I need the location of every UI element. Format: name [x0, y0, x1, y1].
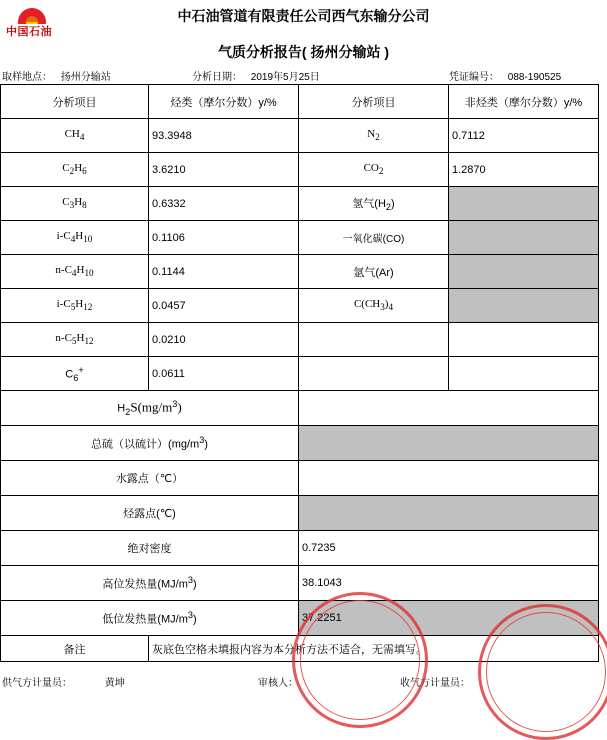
value-neopentane [449, 289, 599, 323]
table-row [1, 391, 599, 426]
table-row [1, 289, 599, 323]
hhv-label: 高位发热量$(MJ/m^3)$ [1, 566, 299, 601]
cert-value: 088-190525 [507, 72, 562, 83]
table-row [1, 187, 599, 221]
value-co2: 1.2870 [449, 153, 599, 187]
component-c6plus: $C_6^+$ [1, 357, 149, 391]
company-name: 中石油管道有限责任公司西气东输分公司 [177, 8, 430, 24]
analyst-name: 黄坤 [104, 678, 125, 689]
table-row [1, 357, 599, 391]
component-neopentane: $C(CH_3)_4$ [299, 289, 449, 323]
empty-cell [449, 357, 599, 391]
value-c3h8: 0.6332 [149, 187, 299, 221]
water-dew-label: 水露点（℃） [1, 461, 299, 496]
component-ic5h12: $i-C_5H_{12}$ [1, 289, 149, 323]
analyst-field [2, 674, 125, 689]
lhv-value: 37.2251 [299, 601, 599, 636]
empty-cell [299, 323, 449, 357]
header-item-1: 分析项目 [1, 85, 149, 119]
value-nc4h10: 0.1144 [149, 255, 299, 289]
water-dew-value [299, 461, 599, 496]
component-h2: 氢气$(H_2)$ [299, 187, 449, 221]
density-value: 0.7235 [299, 531, 599, 566]
value-co [449, 221, 599, 255]
lhv-label: 低位发热量$(MJ/m^3)$ [1, 601, 299, 636]
total-sulfur-label: 总硫（以硫计）$(mg/m^3)$ [1, 426, 299, 461]
cert-label: 凭证编号： [449, 72, 499, 83]
table-row [1, 153, 599, 187]
component-c2h6: $C_2H_6$ [1, 153, 149, 187]
component-c3h8: $C_3H_8$ [1, 187, 149, 221]
value-n2: 0.7112 [449, 119, 599, 153]
table-header-row [1, 85, 599, 119]
table-row [1, 323, 599, 357]
date-field [192, 68, 320, 83]
component-n2: $N_2$ [299, 119, 449, 153]
table-row [1, 119, 599, 153]
component-ar: 氩气(Ar) [299, 255, 449, 289]
value-ic4h10: 0.1106 [149, 221, 299, 255]
receiver-field: 收气方计量员： [400, 678, 470, 689]
header-item-2: 分析项目 [299, 85, 449, 119]
cert-field [449, 68, 561, 83]
value-nc5h12: 0.0210 [149, 323, 299, 357]
table-row [1, 496, 599, 531]
value-ic5h12: 0.0457 [149, 289, 299, 323]
table-row [1, 531, 599, 566]
value-ch4: 93.3948 [149, 119, 299, 153]
component-ic4h10: $i-C_4H_{10}$ [1, 221, 149, 255]
header-hydrocarbon: 烃类（摩尔分数）y/% [149, 85, 299, 119]
table-row [1, 461, 599, 496]
h2s-value [299, 391, 599, 426]
component-nc5h12: $n-C_5H_{12}$ [1, 323, 149, 357]
date-label: 分析日期： [192, 72, 242, 83]
location-label: 取样地点： [2, 72, 52, 83]
reviewer-field: 审核人： [258, 678, 298, 689]
component-ch4: $CH_4$ [1, 119, 149, 153]
value-c2h6: 3.6210 [149, 153, 299, 187]
note-label: 备注 [1, 636, 149, 662]
note-text: 灰底色空格未填报内容为本分析方法不适合，无需填写。 [149, 636, 599, 662]
hc-dew-value [299, 496, 599, 531]
location-value: 扬州分输站 [60, 72, 111, 83]
table-row [1, 221, 599, 255]
header-non-hydrocarbon: 非烃类（摩尔分数）y/% [449, 85, 599, 119]
report-title: 气质分析报告( 扬州分输站 ) [217, 44, 390, 60]
table-row [1, 426, 599, 461]
hc-dew-label: 烃露点(℃) [1, 496, 299, 531]
density-label: 绝对密度 [1, 531, 299, 566]
h2s-label: $H_2S(mg/m^3)$ [1, 391, 299, 426]
red-seal-stamp [292, 592, 428, 728]
analysis-table [0, 84, 599, 662]
value-ar [449, 255, 599, 289]
value-c6plus: 0.0611 [149, 357, 299, 391]
empty-cell [299, 357, 449, 391]
table-row [1, 566, 599, 601]
value-h2 [449, 187, 599, 221]
red-seal-stamp [478, 604, 607, 740]
location-field [2, 68, 111, 83]
date-value: 2019年5月25日 [250, 72, 320, 83]
component-co2: $CO_2$ [299, 153, 449, 187]
component-nc4h10: $n-C_4H_{10}$ [1, 255, 149, 289]
hhv-value: 38.1043 [299, 566, 599, 601]
analyst-label: 供气方计量员： [2, 678, 72, 689]
logo-text: 中国石油 [6, 26, 52, 38]
table-row [1, 255, 599, 289]
empty-cell [449, 323, 599, 357]
component-co: 一氧化碳(CO) [299, 221, 449, 255]
total-sulfur-value [299, 426, 599, 461]
